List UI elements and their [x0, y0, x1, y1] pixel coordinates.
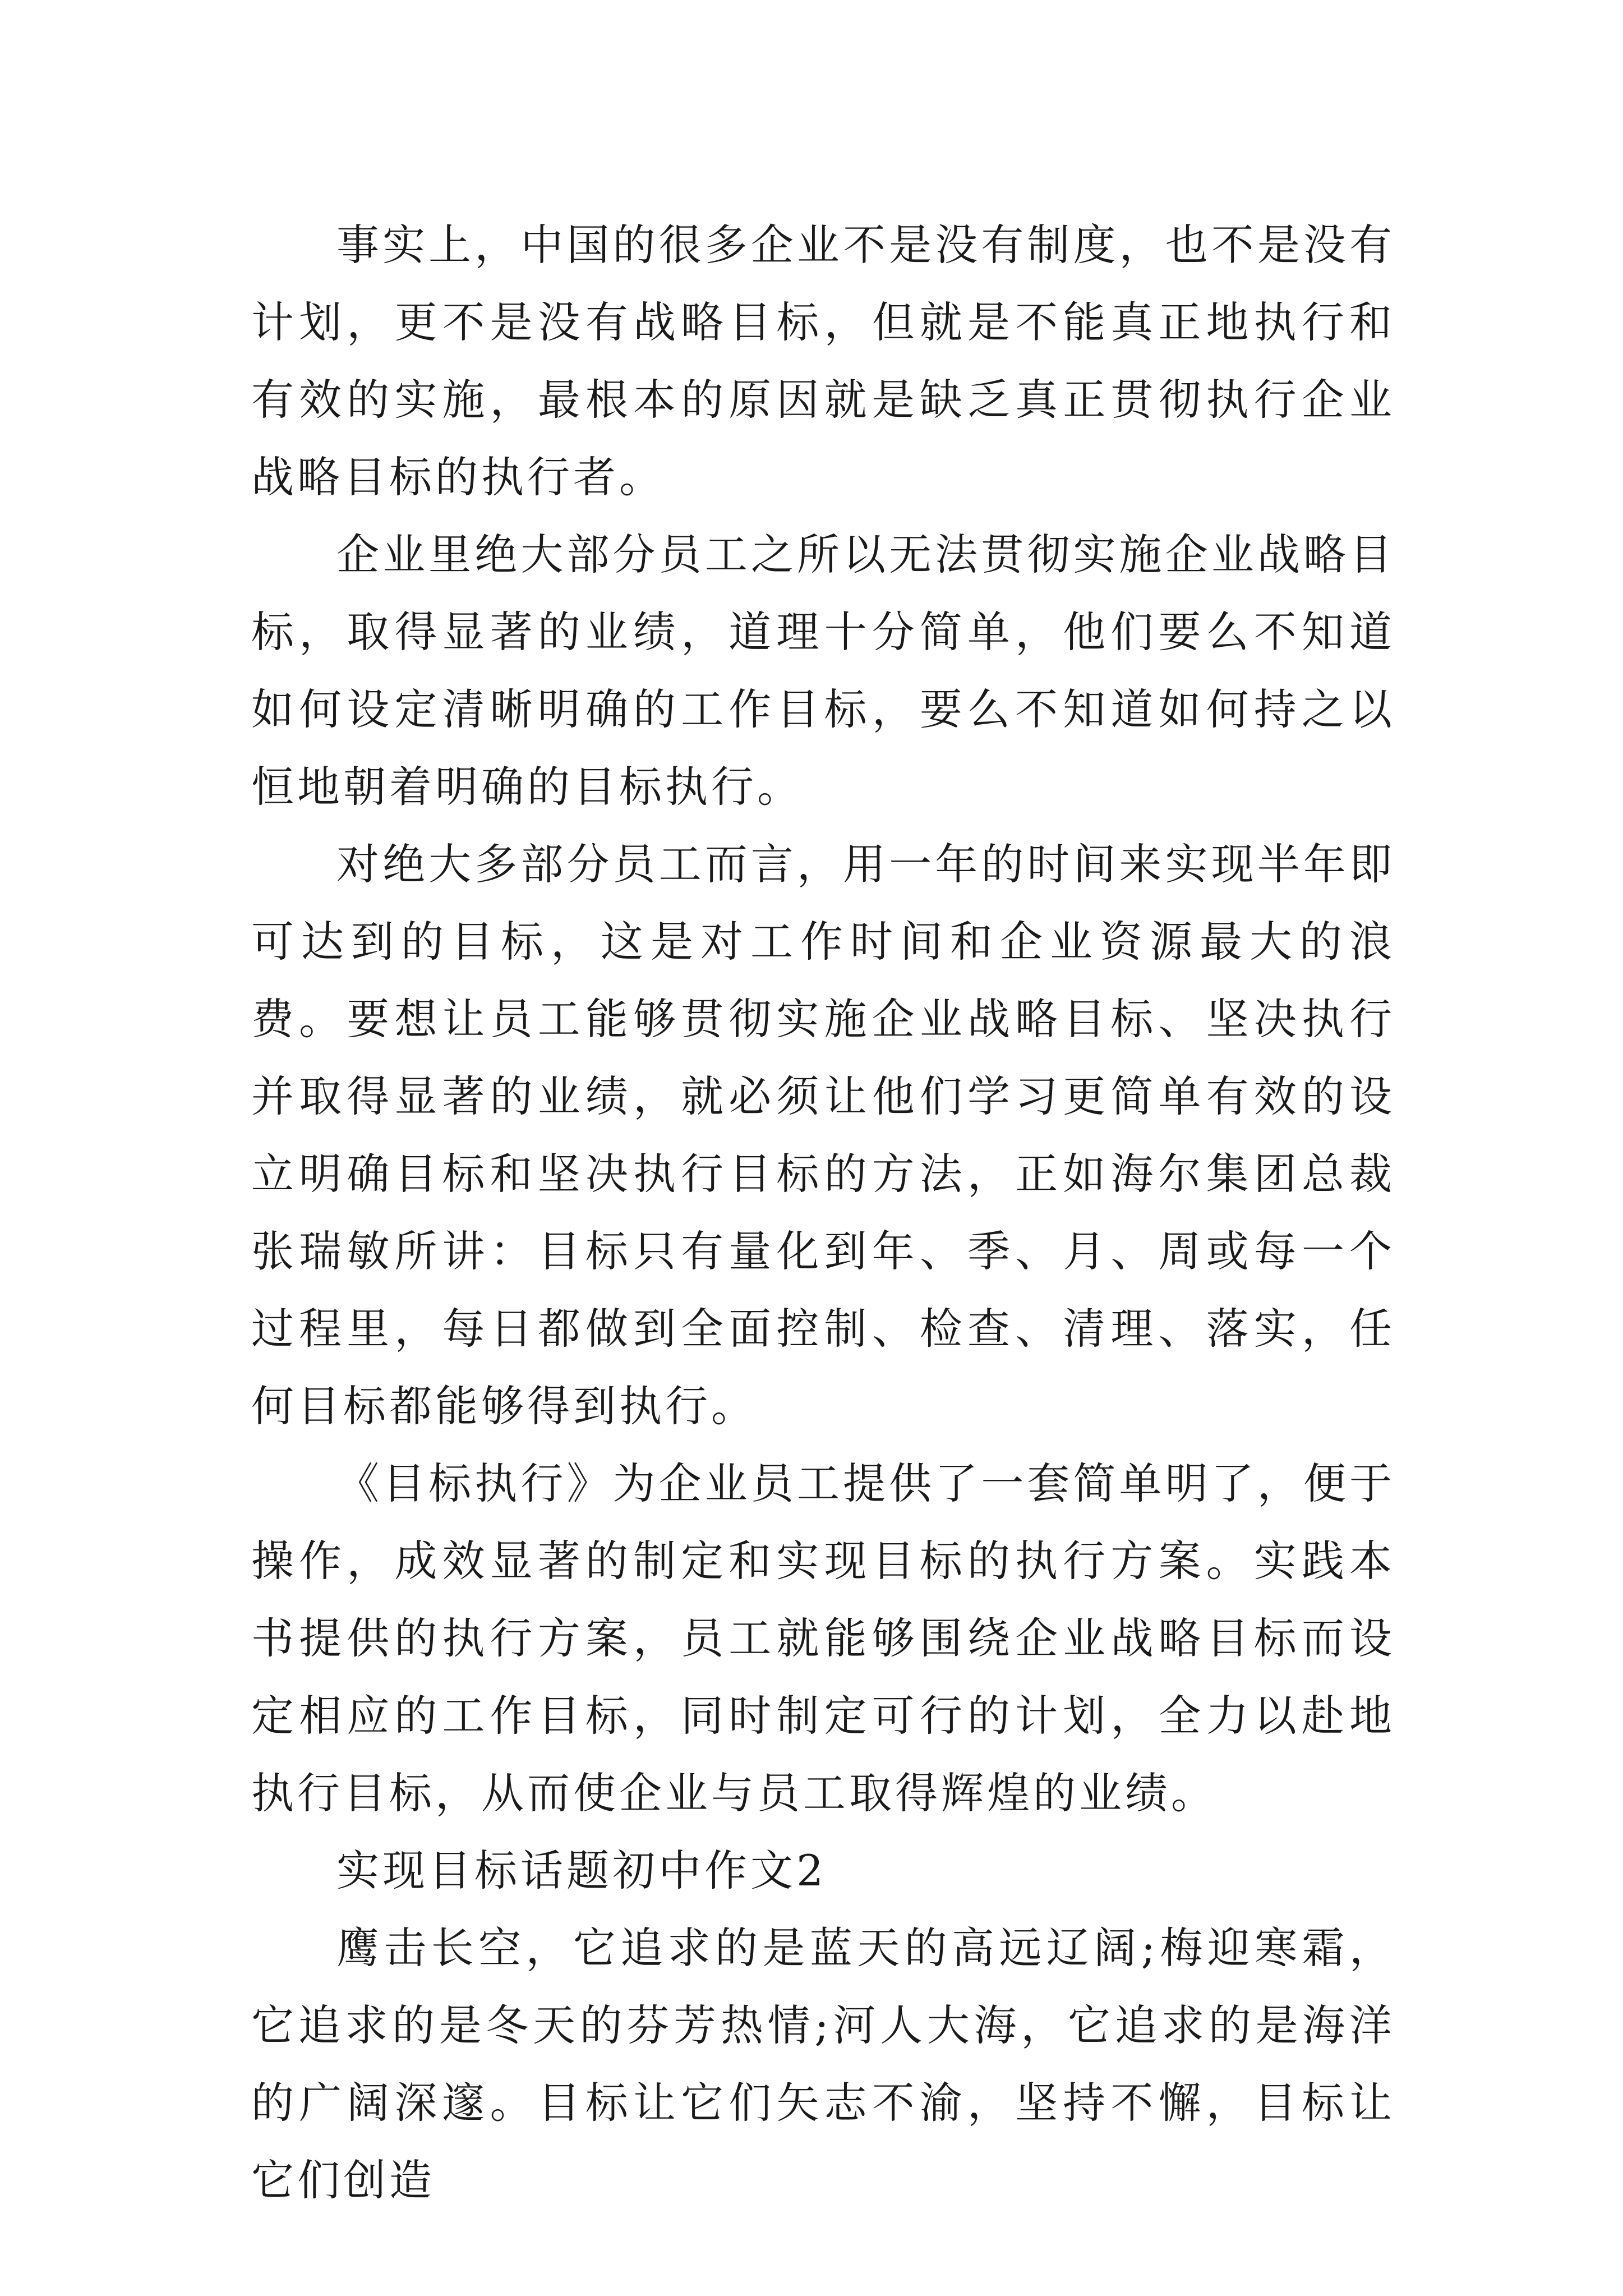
paragraph-4: 《目标执行》为企业员工提供了一套简单明了，便于操作，成效显著的制定和实现目标的执行方案。实践本书提供的执行方案，员工就能够围绕企业战略目标而设定相应的工作目标，同时制定可行的计划，全力以赴地执行目标，从而使企业与员工取得辉煌的业绩。 [251, 1458, 1395, 1818]
paragraph-1: 事实上，中国的很多企业不是没有制度，也不是没有计划，更不是没有战略目标，但就是不能真正地执行和有效的实施，最根本的原因就是缺乏真正贯彻执行企业战略目标的执行者。 [251, 220, 1395, 502]
document-body [251, 206, 1395, 2219]
paragraph-2: 企业里绝大部分员工之所以无法贯彻实施企业战略目标，取得显著的业绩，道理十分简单，他们要么不知道如何设定清晰明确的工作目标，要么不知道如何持之以恒地朝着明确的目标执行。 [251, 530, 1395, 812]
paragraph-3: 对绝大多部分员工而言，用一年的时间来实现半年即可达到的目标，这是对工作时间和企业资源最大的浪费。要想让员工能够贯彻实施企业战略目标、坚决执行并取得显著的业绩，就必须让他们学习更简单有效的设立明确目标和坚决执行目标的方法，正如海尔集团总裁张瑞敏所讲：目标只有量化到年、季、月、周或每一个过程里，每日都做到全面控制、检查、清理、落实，任何目标都能够得到执行。 [251, 839, 1395, 1431]
section-heading: 实现目标话题初中作文2 [336, 1846, 827, 1895]
paragraph-5: 鹰击长空，它追求的是蓝天的高远辽阔;梅迎寒霜，它追求的是冬天的芬芳热情;河人大海，它追求的是海洋的广阔深邃。目标让它们矢志不渝，坚持不懈，目标让它们创造 [251, 1923, 1395, 2205]
